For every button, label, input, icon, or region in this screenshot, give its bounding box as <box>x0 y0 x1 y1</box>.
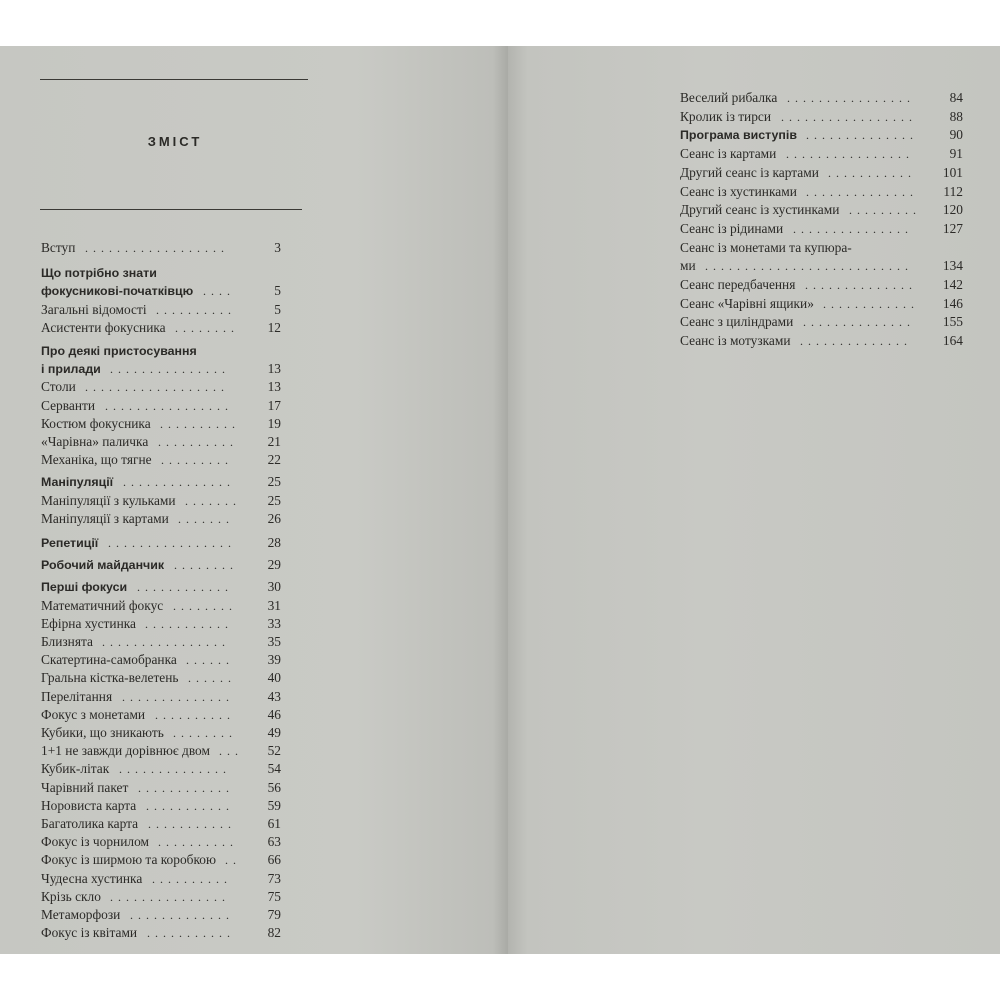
book-spread <box>0 46 1000 954</box>
toc-entry-page: 134 <box>942 258 963 274</box>
toc-entry-title: Чудесна хустинка <box>41 870 143 886</box>
dot-leader: ... <box>219 744 243 759</box>
toc-entry <box>41 361 281 379</box>
toc-entry-page: 164 <box>942 333 963 349</box>
toc-entry <box>680 202 963 221</box>
toc-entry-page: 5 <box>274 283 281 299</box>
dot-leader: .............. <box>122 689 234 704</box>
toc-entry-page: 17 <box>267 397 281 413</box>
toc-entry-title: Норовиста карта <box>41 797 137 813</box>
dot-leader: ........ <box>174 558 238 573</box>
toc-entry <box>41 834 281 852</box>
toc-entry-title: Перші фокуси <box>41 580 128 595</box>
toc-entry-title: Фокус із чорнилом <box>41 834 149 850</box>
dot-leader: ........ <box>173 598 237 613</box>
toc-entry-page: 75 <box>267 888 281 904</box>
dot-leader: .......... <box>152 871 232 886</box>
dot-leader: .............. <box>119 762 231 777</box>
toc-entry-title: Математичний фокус <box>41 597 164 613</box>
dot-leader: ...... <box>186 653 234 668</box>
toc-entry <box>41 925 281 943</box>
toc-entry <box>41 302 281 320</box>
toc-entry-title: Другий сеанс із хустинками <box>680 202 840 218</box>
dot-leader: ............... <box>110 362 230 377</box>
toc-entry <box>41 761 281 779</box>
toc-entry-title: і прилади <box>41 362 101 377</box>
toc-entry <box>41 283 281 301</box>
toc-entry-page: 120 <box>942 202 963 218</box>
dot-leader: ........... <box>145 616 233 631</box>
dot-leader: ................ <box>787 91 915 105</box>
dot-leader: ........ <box>175 320 239 335</box>
toc-entry-page: 88 <box>949 108 963 124</box>
toc-entry-page: 79 <box>267 907 281 922</box>
toc-entry-title: Маніпуляції <box>41 475 114 490</box>
toc-entry-title: фокусникові-початківцю <box>41 284 194 299</box>
dot-leader: ............... <box>110 889 230 904</box>
dot-leader: ................. <box>781 109 917 124</box>
toc-entry-page: 33 <box>267 615 281 631</box>
toc-entry <box>41 379 281 397</box>
toc-entry <box>41 511 281 529</box>
heading-underline <box>40 209 302 210</box>
toc-entry-title: ми <box>680 258 696 274</box>
toc-entry-page: 28 <box>267 535 281 550</box>
toc-entry-title: Сеанс із рідинами <box>680 220 784 236</box>
toc-entry-page: 25 <box>267 474 281 490</box>
toc-entry-page: 155 <box>942 314 963 330</box>
toc-entry <box>41 780 281 798</box>
dot-leader: .............. <box>806 184 918 199</box>
dot-leader: ............. <box>130 908 234 922</box>
toc-entry <box>41 725 281 743</box>
toc-entry-title: Близнята <box>41 634 93 649</box>
toc-entry <box>41 707 281 725</box>
toc-entry-page: 3 <box>274 240 281 255</box>
dot-leader: ................ <box>102 635 230 649</box>
dot-leader: .. <box>225 853 241 868</box>
toc-entry-page: 73 <box>267 870 281 886</box>
toc-entry-title: Кролик із тирси <box>680 108 772 124</box>
toc-entry-title: Столи <box>41 379 76 395</box>
toc-entry-page: 40 <box>267 670 281 686</box>
dot-leader: ......... <box>849 203 921 218</box>
toc-entry <box>680 184 963 203</box>
toc-entry-title: Маніпуляції з кульками <box>41 492 176 508</box>
toc-entry-page: 21 <box>267 434 281 449</box>
toc-entry-page: 59 <box>267 797 281 813</box>
toc-entry-title: Фокус із ширмою та коробкою <box>41 852 216 868</box>
toc-entry-title: Сеанс передбачення <box>680 277 796 292</box>
toc-entry <box>680 90 963 109</box>
toc-entry-title: 1+1 не завжди дорівнює двом <box>41 743 210 759</box>
toc-entry <box>680 314 963 333</box>
toc-entry-page: 12 <box>267 319 281 335</box>
toc-entry <box>680 296 963 315</box>
toc-entry-page: 66 <box>267 852 281 868</box>
toc-entry <box>41 557 281 575</box>
toc-entry <box>41 598 281 616</box>
dot-leader: ................ <box>105 398 233 413</box>
dot-leader: ........... <box>828 165 916 180</box>
toc-entry-page: 49 <box>267 725 281 740</box>
toc-entry-title: Вступ <box>41 240 76 255</box>
toc-entry <box>41 852 281 870</box>
top-rule <box>40 79 308 80</box>
toc-entry-title: Репетиції <box>41 536 99 550</box>
dot-leader: ...... <box>188 671 236 686</box>
dot-leader: ....... <box>178 511 234 526</box>
toc-entry-page: 26 <box>267 510 281 526</box>
toc-entry <box>41 240 281 258</box>
dot-leader: ......... <box>161 453 233 468</box>
dot-leader: .......................... <box>705 259 913 274</box>
toc-entry <box>41 743 281 761</box>
toc-entry <box>41 689 281 707</box>
toc-entry-title: Костюм фокусника <box>41 415 151 431</box>
toc-entry-title: Метаморфози <box>41 907 121 922</box>
toc-entry-page: 30 <box>267 579 281 595</box>
toc-entry <box>41 670 281 688</box>
toc-entry-page: 63 <box>267 834 281 850</box>
dot-leader: .......... <box>155 707 235 722</box>
dot-leader: ................ <box>786 147 914 162</box>
toc-entry-title: Веселий рибалка <box>680 90 778 105</box>
toc-entry <box>41 634 281 652</box>
toc-entry-title: Другий сеанс із картами <box>680 164 819 180</box>
dot-leader: .......... <box>160 416 240 431</box>
toc-entry-title: Робочий майданчик <box>41 558 165 573</box>
toc-entry <box>680 109 963 128</box>
toc-entry-page: 5 <box>274 301 281 317</box>
toc-entry-page: 142 <box>942 277 963 292</box>
dot-leader: .............. <box>123 475 235 490</box>
toc-entry <box>680 127 963 146</box>
toc-entry-page: 56 <box>267 779 281 795</box>
toc-entry <box>41 889 281 907</box>
toc-entry-title-line: Сеанс із монетами та купюра- <box>680 239 852 255</box>
toc-entry-title: Асистенти фокусника <box>41 319 166 335</box>
toc-entry-title: Ефірна хустинка <box>41 615 136 631</box>
toc-entry-title: Кубики, що зникають <box>41 725 164 740</box>
dot-leader: .............. <box>803 315 915 330</box>
toc-entry-page: 127 <box>942 220 963 236</box>
toc-entry-page: 101 <box>942 164 963 180</box>
toc-entry <box>41 434 281 452</box>
toc-entry-title: Маніпуляції з картами <box>41 510 169 526</box>
dot-leader: ................ <box>108 536 236 550</box>
toc-entry <box>41 798 281 816</box>
dot-leader: .................. <box>85 241 229 255</box>
toc-entry-title: Багатолика карта <box>41 816 139 831</box>
toc-entry-title: Сеанс із картами <box>680 146 777 162</box>
toc-entry-title: Загальні відомості <box>41 301 147 317</box>
dot-leader: ............ <box>138 780 234 795</box>
toc-entry-title: Кубик-літак <box>41 761 110 777</box>
toc-entry-title: Крізь скло <box>41 888 101 904</box>
dot-leader: .......... <box>158 435 238 449</box>
toc-entry-page: 39 <box>267 652 281 668</box>
toc-entry-title: Чарівний пакет <box>41 779 129 795</box>
dot-leader: ........... <box>147 926 235 941</box>
toc-entry-page: 43 <box>267 688 281 704</box>
dot-leader: .................. <box>85 380 229 395</box>
toc-entry <box>41 907 281 925</box>
dot-leader: .............. <box>800 334 912 349</box>
toc-entry-page: 146 <box>942 295 963 311</box>
left-page <box>0 46 508 954</box>
toc-entry <box>41 871 281 889</box>
toc-entry-title: Скатертина-самобранка <box>41 652 177 668</box>
toc-entry-page: 91 <box>949 146 963 162</box>
toc-entry <box>41 474 281 492</box>
toc-entry-title: Сеанс із хустинками <box>680 183 797 199</box>
dot-leader: .......... <box>156 302 236 317</box>
dot-leader: .......... <box>158 835 238 850</box>
toc-entry <box>680 221 963 240</box>
toc-entry-page: 19 <box>267 415 281 431</box>
toc-entry-page: 22 <box>267 452 281 468</box>
toc-entry <box>680 146 963 165</box>
toc-entry-page: 112 <box>943 183 963 199</box>
right-page <box>508 46 1000 954</box>
toc-entry-page: 13 <box>267 361 281 377</box>
dot-leader: .............. <box>805 278 917 292</box>
toc-entry-page: 54 <box>267 761 281 777</box>
toc-entry <box>680 258 963 277</box>
dot-leader: .............. <box>806 128 918 143</box>
toc-entry <box>41 398 281 416</box>
toc-entry-title: Сеанс «Чарівні ящики» <box>680 295 814 311</box>
toc-entry-title: «Чарівна» паличка <box>41 434 149 449</box>
toc-entry-page: 52 <box>267 743 281 759</box>
toc-entry <box>41 652 281 670</box>
dot-leader: ............... <box>793 221 913 236</box>
dot-leader: ............ <box>137 580 233 595</box>
toc-entry-page: 35 <box>267 634 281 649</box>
toc-entry <box>41 535 281 553</box>
toc-entry-title-line: Про деякі пристосування <box>41 344 197 358</box>
toc-entry-title: Механіка, що тягне <box>41 452 152 468</box>
toc-entry-title-line: Що потрібно знати <box>41 266 157 281</box>
toc-entry-page: 84 <box>949 90 963 105</box>
toc-entry-title: Фокус з монетами <box>41 706 146 722</box>
toc-entry-page: 29 <box>267 557 281 573</box>
toc-entry <box>41 452 281 470</box>
toc-entry-page: 13 <box>267 379 281 395</box>
toc-entry <box>680 277 963 296</box>
toc-entry-title: Серванти <box>41 397 96 413</box>
dot-leader: ....... <box>185 493 241 508</box>
toc-entry <box>41 816 281 834</box>
toc-entry-title: Перелітання <box>41 688 113 704</box>
toc-entry-page: 46 <box>267 706 281 722</box>
toc-entry <box>680 333 963 352</box>
toc-entry <box>41 320 281 338</box>
toc-entry-page: 25 <box>267 492 281 508</box>
toc-entry-title: Сеанс із мотузками <box>680 333 791 349</box>
toc-entry-page: 61 <box>267 816 281 831</box>
dot-leader: ........ <box>173 726 237 740</box>
toc-entry <box>41 416 281 434</box>
dot-leader: ........... <box>146 798 234 813</box>
toc-entry-page: 82 <box>267 925 281 941</box>
toc-entry-page: 31 <box>267 597 281 613</box>
dot-leader: ........... <box>148 817 236 831</box>
toc-entry-title: Сеанс з циліндрами <box>680 314 794 330</box>
toc-entry <box>41 493 281 511</box>
toc-entry-title: Гральна кістка-велетень <box>41 670 179 686</box>
toc-entry <box>680 165 963 184</box>
dot-leader: .... <box>203 284 235 299</box>
toc-entry-title: Фокус із квітами <box>41 925 138 941</box>
toc-entry-title: Програма виступів <box>680 128 797 143</box>
toc-entry <box>41 579 281 597</box>
contents-heading: ЗМІСТ <box>147 134 203 149</box>
toc-entry-page: 90 <box>949 127 963 143</box>
toc-entry <box>41 616 281 634</box>
dot-leader: ............ <box>823 296 919 311</box>
